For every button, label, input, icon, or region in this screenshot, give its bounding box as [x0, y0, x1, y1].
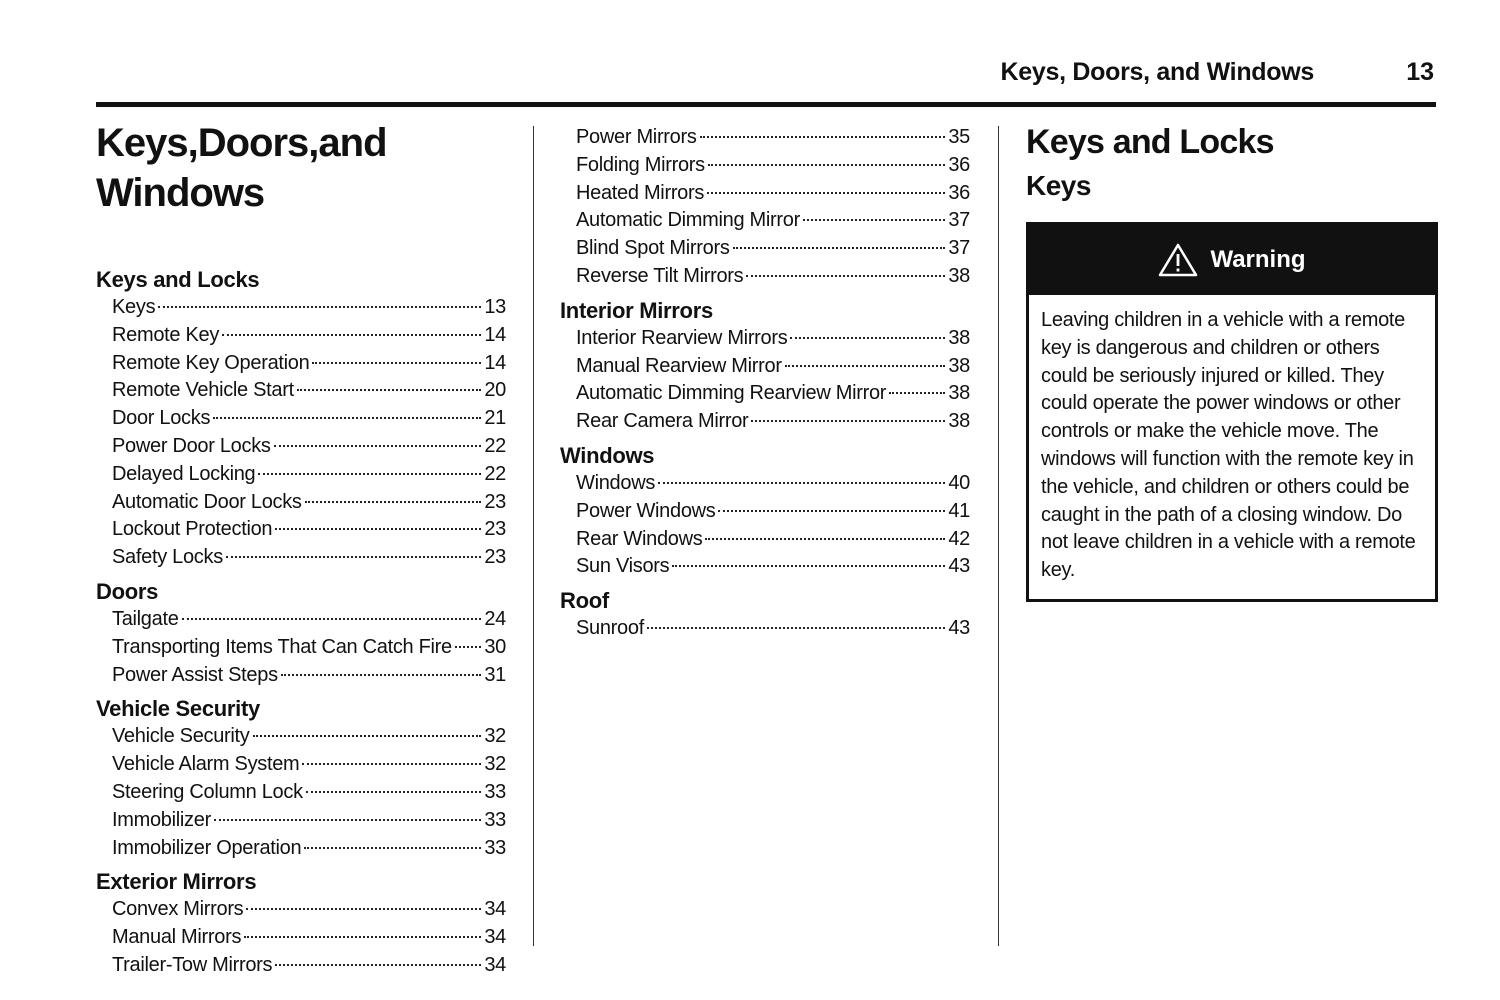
- toc-entry-page: 22: [484, 434, 506, 457]
- subsection-heading: Keys: [1026, 170, 1091, 201]
- dot-leader: [785, 365, 946, 367]
- toc-entry[interactable]: [96, 634, 506, 662]
- toc-entry[interactable]: [96, 896, 506, 924]
- dot-leader: [244, 936, 481, 938]
- toc-entry[interactable]: [96, 952, 506, 980]
- dot-leader: [274, 445, 482, 447]
- toc-entry-page: 32: [484, 753, 506, 776]
- toc-entry-page: 38: [948, 326, 970, 349]
- toc-section: [560, 124, 970, 291]
- warning-box: [1026, 222, 1438, 602]
- toc-entry-page: 43: [948, 555, 970, 578]
- toc-entry-page: 33: [484, 836, 506, 859]
- toc-entry-label: Door Locks: [112, 407, 211, 430]
- dot-leader: [213, 417, 481, 419]
- warning-triangle-icon: [1158, 243, 1198, 277]
- toc-entry-page: 20: [484, 379, 506, 402]
- toc-entry[interactable]: [560, 124, 970, 152]
- toc-column-2: [560, 124, 970, 649]
- dot-leader: [222, 334, 481, 336]
- dot-leader: [214, 819, 481, 821]
- toc-section-title: Doors: [96, 578, 159, 604]
- toc-entry-label: Vehicle Alarm System: [112, 753, 300, 776]
- toc-entry[interactable]: [96, 350, 506, 378]
- toc-entry[interactable]: [560, 235, 970, 263]
- toc-entry-label: Power Assist Steps: [112, 663, 278, 686]
- dot-leader: [647, 627, 945, 629]
- toc-section: [96, 868, 506, 979]
- toc-entry-label: Vehicle Security: [112, 725, 250, 748]
- dot-leader: [708, 164, 945, 166]
- toc-entry-page: 14: [484, 351, 506, 374]
- toc-entry-page: 38: [948, 410, 970, 433]
- dot-leader: [304, 847, 481, 849]
- dot-leader: [705, 538, 945, 540]
- toc-entry-page: 40: [948, 471, 970, 494]
- dot-leader: [253, 735, 482, 737]
- warning-title: Warning: [1210, 246, 1306, 273]
- column-divider-2: [998, 126, 999, 946]
- toc-entry-page: 32: [484, 725, 506, 748]
- toc-entry-page: 21: [484, 407, 506, 430]
- dot-leader: [158, 306, 481, 308]
- toc-entry-page: 38: [948, 382, 970, 405]
- toc-entry[interactable]: [96, 405, 506, 433]
- toc-entry-label: Rear Windows: [576, 527, 703, 550]
- dot-leader: [733, 247, 946, 249]
- toc-entry-page: 23: [484, 546, 506, 569]
- toc-entry[interactable]: [560, 526, 970, 554]
- toc-entry[interactable]: [560, 408, 970, 436]
- dot-leader: [672, 565, 945, 567]
- toc-entry-label: Reverse Tilt Mirrors: [576, 264, 744, 287]
- dot-leader: [455, 646, 481, 648]
- toc-entry-label: Remote Key: [112, 323, 220, 346]
- toc-entry[interactable]: [560, 207, 970, 235]
- toc-entry-page: 37: [948, 237, 970, 260]
- dot-leader: [790, 337, 945, 339]
- toc-entry[interactable]: [96, 924, 506, 952]
- header-rule: [96, 102, 1436, 107]
- page-number: 13: [1406, 58, 1434, 86]
- toc-entry[interactable]: [96, 807, 506, 835]
- toc-entry-page: 38: [948, 264, 970, 287]
- toc-entry[interactable]: [96, 489, 506, 517]
- toc-entry[interactable]: [96, 461, 506, 489]
- toc-section: [560, 297, 970, 436]
- toc-entry-label: Delayed Locking: [112, 462, 256, 485]
- toc-entry-page: 37: [948, 209, 970, 232]
- toc-entry-label: Interior Rearview Mirrors: [576, 326, 788, 349]
- toc-entry-label: Manual Rearview Mirror: [576, 354, 782, 377]
- chapter-title: Keys,Doors,and Windows: [96, 121, 387, 215]
- toc-column-1: [96, 118, 506, 986]
- toc-entry-label: Power Mirrors: [576, 126, 697, 148]
- toc-section: [96, 266, 506, 572]
- running-header: [96, 58, 1436, 94]
- toc-section-title: Vehicle Security: [96, 696, 260, 722]
- dot-leader: [305, 501, 482, 503]
- toc-entry-page: 31: [484, 663, 506, 686]
- running-title: Keys, Doors, and Windows: [1000, 58, 1314, 86]
- toc-entry-page: 43: [948, 617, 970, 640]
- toc-entry-label: Rear Camera Mirror: [576, 410, 749, 433]
- toc-entry-page: 34: [484, 898, 506, 921]
- toc-entry-label: Remote Vehicle Start: [112, 379, 294, 402]
- toc-entry[interactable]: [96, 779, 506, 807]
- toc-entry-page: 22: [484, 462, 506, 485]
- toc-entry-label: Manual Mirrors: [112, 926, 242, 949]
- dot-leader: [803, 219, 945, 221]
- toc-entry[interactable]: [560, 353, 970, 381]
- toc-entry-label: Keys: [112, 296, 156, 318]
- toc-entry-label: Automatic Door Locks: [112, 490, 302, 513]
- dot-leader: [302, 763, 481, 765]
- toc-section-title: Windows: [560, 442, 655, 468]
- toc-entry-page: 34: [484, 926, 506, 949]
- toc-section: [560, 587, 970, 643]
- toc-section-title: Exterior Mirrors: [96, 869, 257, 895]
- toc-entry[interactable]: [560, 553, 970, 581]
- toc-entry-label: Immobilizer: [112, 808, 211, 831]
- content-column: [1026, 120, 1438, 602]
- toc-section: [96, 695, 506, 862]
- toc-entry[interactable]: [96, 377, 506, 405]
- toc-entry-label: Lockout Protection: [112, 518, 273, 541]
- toc-entry-label: Transporting Items That Can Catch Fire: [112, 635, 452, 658]
- toc-entry[interactable]: [96, 544, 506, 572]
- toc-entry-label: Tailgate: [112, 607, 179, 630]
- toc-entry[interactable]: [560, 263, 970, 291]
- dot-leader: [226, 556, 481, 558]
- toc-section-title: Roof: [560, 588, 609, 614]
- dot-leader: [246, 908, 481, 910]
- dot-leader: [658, 482, 945, 484]
- toc-entry-label: Convex Mirrors: [112, 898, 244, 921]
- dot-leader: [707, 192, 945, 194]
- dot-leader: [182, 618, 482, 620]
- column-divider-1: [533, 126, 534, 946]
- toc-entry[interactable]: [96, 294, 506, 322]
- toc-entry-page: 35: [948, 126, 970, 148]
- dot-leader: [275, 964, 481, 966]
- toc-entry-page: 23: [484, 518, 506, 541]
- toc-entry[interactable]: [96, 751, 506, 779]
- dot-leader: [700, 136, 946, 138]
- dot-leader: [889, 392, 945, 394]
- toc-entry-label: Trailer-Tow Mirrors: [112, 953, 273, 976]
- toc-entry-label: Automatic Dimming Mirror: [576, 209, 800, 232]
- toc-entry-page: 33: [484, 780, 506, 803]
- toc-section-title: Keys and Locks: [96, 267, 260, 292]
- toc-entry[interactable]: [96, 662, 506, 690]
- dot-leader: [746, 275, 945, 277]
- toc-entry[interactable]: [96, 723, 506, 751]
- toc-entry[interactable]: [96, 433, 506, 461]
- toc-section: [560, 442, 970, 581]
- toc-entry[interactable]: [96, 835, 506, 863]
- dot-leader: [718, 510, 945, 512]
- toc-entry-label: Power Door Locks: [112, 434, 271, 457]
- warning-text: Leaving children in a vehicle with a remote key is dangerous and children or others could be seriously injured or killed. They could operate the power windows or other controls or make the vehicle move. The windows will function with the remote key in the vehicle, and children or others could be caught in the path of a closing window. Do not leave children in a vehicle with a remote key.: [1041, 309, 1416, 582]
- dot-leader: [275, 528, 481, 530]
- toc-entry-page: 13: [484, 296, 506, 318]
- toc-entry[interactable]: [560, 498, 970, 526]
- toc-entry-label: Steering Column Lock: [112, 780, 303, 803]
- dot-leader: [297, 389, 481, 391]
- toc-entry[interactable]: [560, 180, 970, 208]
- toc-entry-page: 33: [484, 808, 506, 831]
- toc-entry[interactable]: [560, 152, 970, 180]
- warning-header: [1029, 225, 1435, 295]
- toc-entry-page: 41: [948, 499, 970, 522]
- toc-entry[interactable]: [96, 322, 506, 350]
- dot-leader: [306, 791, 482, 793]
- toc-entry-label: Power Windows: [576, 499, 716, 522]
- toc-entry-page: 42: [948, 527, 970, 550]
- toc-entry[interactable]: [560, 615, 970, 643]
- toc-section-title: Interior Mirrors: [560, 297, 713, 323]
- toc-entry-page: 36: [948, 153, 970, 176]
- toc-entry[interactable]: [96, 516, 506, 544]
- toc-entry-label: Safety Locks: [112, 546, 223, 569]
- toc-entry[interactable]: [96, 606, 506, 634]
- dot-leader: [312, 362, 481, 364]
- toc-entry-page: 30: [484, 635, 506, 658]
- dot-leader: [751, 420, 945, 422]
- toc-entry-label: Immobilizer Operation: [112, 836, 302, 859]
- dot-leader: [258, 473, 481, 475]
- toc-entry[interactable]: [560, 470, 970, 498]
- toc-entry-label: Blind Spot Mirrors: [576, 237, 730, 260]
- toc-entry-label: Folding Mirrors: [576, 153, 705, 176]
- toc-entry-label: Windows: [576, 471, 656, 494]
- toc-entry-label: Sunroof: [576, 617, 644, 640]
- toc-entry-label: Automatic Dimming Rearview Mirror: [576, 382, 887, 405]
- toc-entry-page: 23: [484, 490, 506, 513]
- toc-section: [96, 578, 506, 689]
- toc-entry-label: Sun Visors: [576, 555, 670, 578]
- toc-entry-page: 38: [948, 354, 970, 377]
- dot-leader: [281, 674, 482, 676]
- toc-entry-page: 34: [484, 953, 506, 976]
- toc-entry-label: Remote Key Operation: [112, 351, 310, 374]
- toc-entry-page: 36: [948, 181, 970, 204]
- toc-entry[interactable]: [560, 380, 970, 408]
- section-heading: Keys and Locks: [1026, 123, 1274, 161]
- toc-entry-page: 24: [484, 607, 506, 630]
- toc-entry[interactable]: [560, 325, 970, 353]
- toc-entry-page: 14: [484, 323, 506, 346]
- toc-entry-label: Heated Mirrors: [576, 181, 705, 204]
